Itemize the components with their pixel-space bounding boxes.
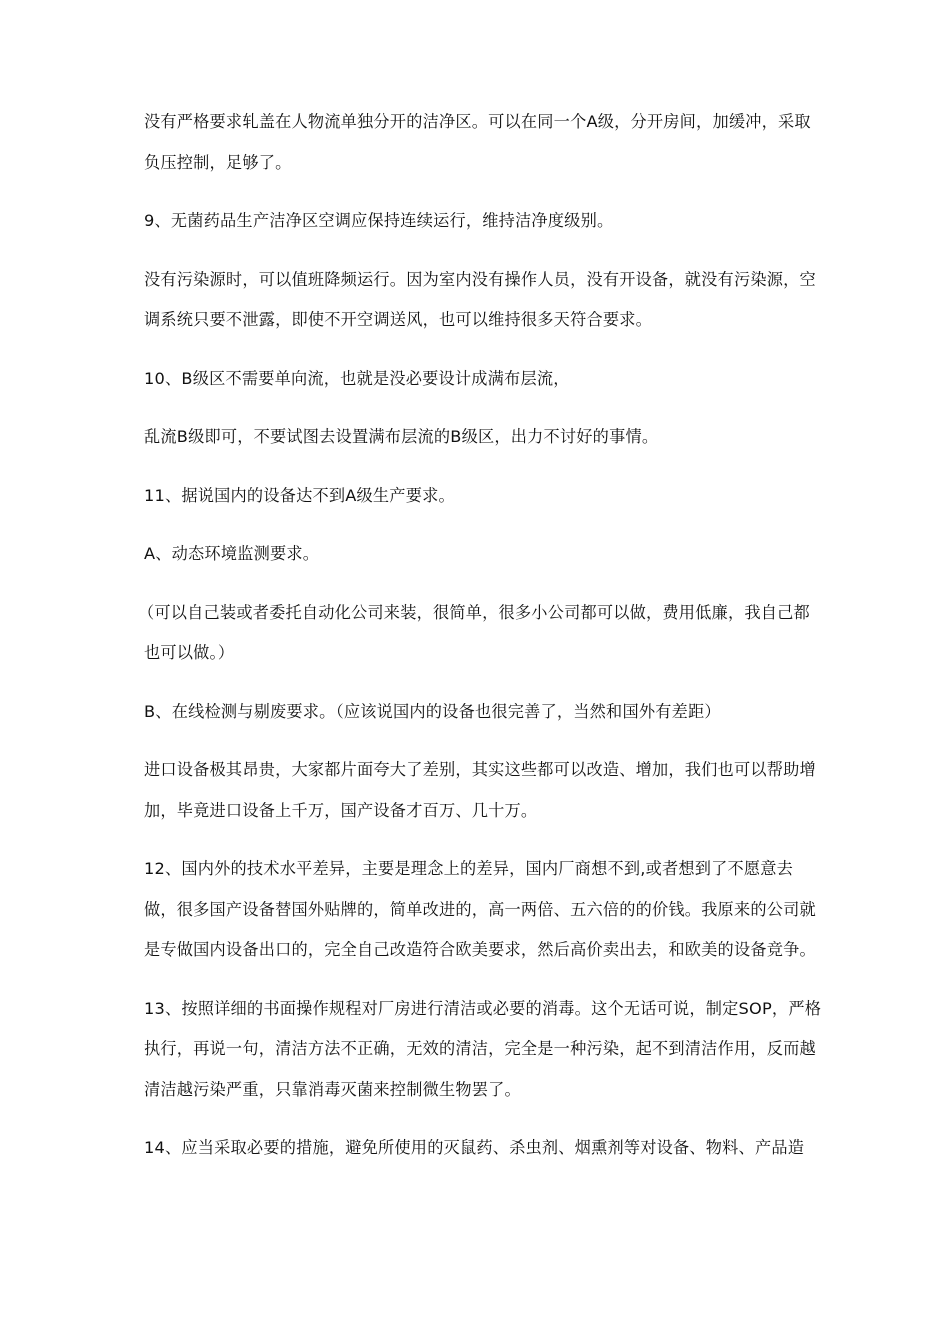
- paragraph-2: 9、无菌药品生产洁净区空调应保持连续运行，维持洁净度级别。: [144, 211, 614, 230]
- paragraph-9: B、在线检测与剔废要求。（应该说国内的设备也很完善了，当然和国外有差距）: [144, 701, 721, 721]
- paragraph-3: 没有污染源时，可以值班降频运行。因为室内没有操作人员，没有开设备，就没有污染源，空调系统只要不泄露，即使不开空调送风，也可以维持很多天符合要求。: [144, 269, 816, 329]
- paragraph-13: 14、应当采取必要的措施，避免所使用的灭鼠药、杀虫剂、烟熏剂等对设备、物料、产品造: [144, 1138, 805, 1157]
- paragraph-4: 10、B级区不需要单向流，也就是没必要设计成满布层流，: [144, 368, 570, 388]
- paragraph-11: 12、国内外的技术水平差异，主要是理念上的差异，国内厂商想不到,或者想到了不愿意去做，很多国产设备替国外贴牌的，简单改进的，高一两倍、五六倍的的价钱。我原来的公司就是专做国内设备出口的，完全自己改造符合欧美要求，然后高价卖出去，和欧美的设备竞争。: [144, 859, 816, 959]
- paragraph-10: 进口设备极其昂贵，大家都片面夸大了差别，其实这些都可以改造、增加，我们也可以帮助增加，毕竟进口设备上千万，国产设备才百万、几十万。: [144, 760, 816, 820]
- paragraph-1: 没有严格要求轧盖在人物流单独分开的洁净区。可以在同一个A级，分开房间，加缓冲，采取负压控制，足够了。: [144, 112, 811, 172]
- paragraph-5: 乱流B级即可，不要试图去设置满布层流的B级区，出力不讨好的事情。: [144, 427, 659, 446]
- document-body: [138, 102, 824, 1187]
- paragraph-6: 11、据说国内的设备达不到A级生产要求。: [144, 485, 455, 505]
- paragraph-8: （可以自己装或者委托自动化公司来装，很简单，很多小公司都可以做，费用低廉，我自己都也可以做。）: [138, 602, 810, 662]
- paragraph-12: 13、按照详细的书面操作规程对厂房进行清洁或必要的消毒。这个无话可说，制定SOP，严格执行，再说一句，清洁方法不正确，无效的清洁，完全是一种污染，起不到清洁作用，反而越清洁越污染严重，只靠消毒灭菌来控制微生物罢了。: [144, 998, 822, 1099]
- paragraph-7: A、动态环境监测要求。: [144, 544, 320, 563]
